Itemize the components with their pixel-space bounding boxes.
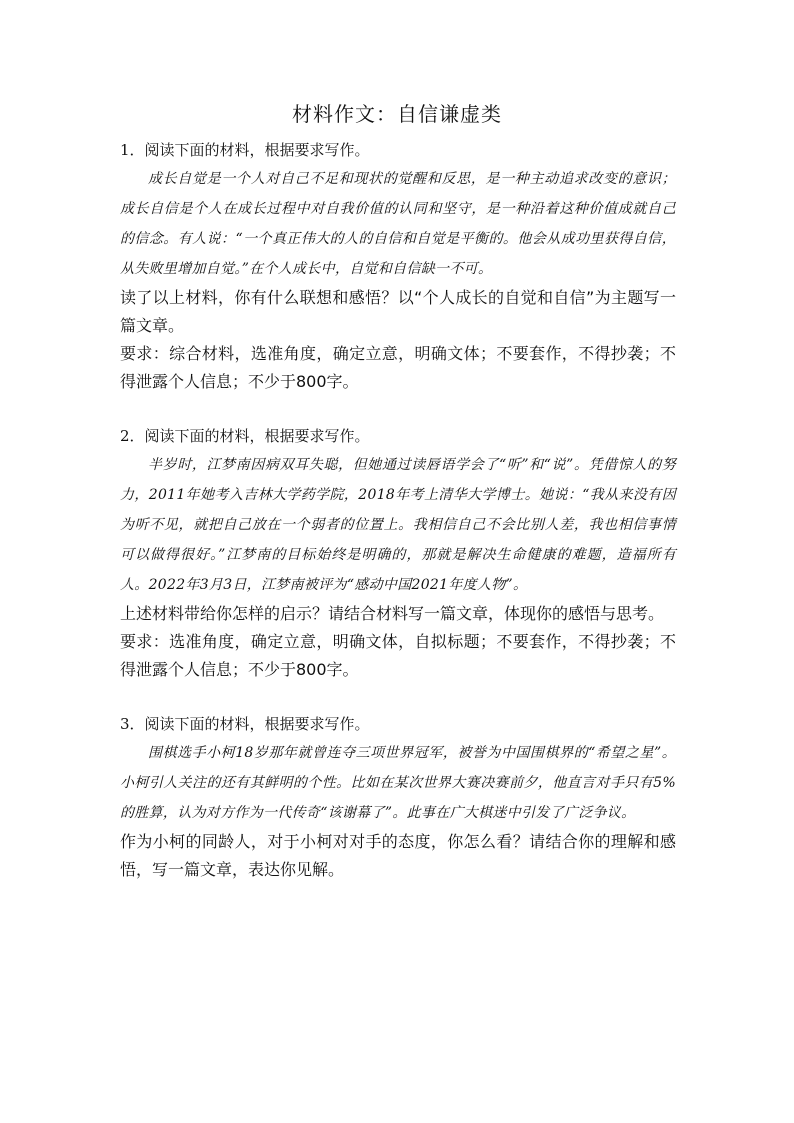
question-prompt: 读了以上材料，你有什么联想和感悟？以“个人成长的自觉和自信”为主题写一篇文章。 — [120, 288, 676, 335]
question-prompt: 上述材料带给你怎样的启示？请结合材料写一篇文章，体现你的感悟与思考。 — [120, 604, 665, 623]
question-heading: 3．阅读下面的材料，根据要求写作。 — [120, 715, 370, 733]
question-heading: 1．阅读下面的材料，根据要求写作。 — [120, 141, 370, 159]
question-material: 半岁时，江梦南因病双耳失聪，但她通过读唇语学会了“听”和“说”。凭借惊人的努力，2011年她考入吉林大学药学院，2018年考上清华大学博士。她说：“我从来没有因为听不见，就把自己放在一个弱者的位置上。我相信自己不会比别人差，我也相信事情可以做得很好。”江梦南的目标始终是明确的，那就是解决生命健康的难题，造福所有人。2022年3月3日，江梦南被评为“感动中国2021年度人物”。 — [120, 457, 676, 593]
question-requirements: 要求：选准角度，确定立意，明确文体，自拟标题；不要套作，不得抄袭；不得泄露个人信息；不少于800字。 — [120, 632, 676, 679]
question-2 — [120, 422, 676, 684]
section-gap — [120, 396, 676, 422]
question-1 — [120, 136, 676, 396]
question-material: 成长自觉是一个人对自己不足和现状的觉醒和反思，是一种主动追求改变的意识；成长自信是个人在成长过程中对自我价值的认同和坚守，是一种沿着这种价值成就自己的信念。有人说：“一个真正伟大的人的自信和自觉是平衡的。他会从成功里获得自信，从失败里增加自觉。”在个人成长中，自觉和自信缺一不可。 — [120, 171, 676, 277]
question-prompt: 作为小柯的同龄人，对于小柯对对手的态度，你怎么看？请结合你的理解和感悟，写一篇文章，表达你见解。 — [120, 832, 676, 879]
question-requirements: 要求：综合材料，选准角度，确定立意，明确文体；不要套作，不得抄袭；不得泄露个人信息；不少于800字。 — [120, 344, 676, 391]
question-heading: 2．阅读下面的材料，根据要求写作。 — [120, 427, 370, 445]
document-body — [120, 136, 676, 884]
page-title: 材料作文：自信谦虚类 — [292, 102, 502, 126]
section-gap — [120, 684, 676, 710]
question-3 — [120, 710, 676, 884]
question-material: 围棋选手小柯18岁那年就曾连夺三项世界冠军，被誉为中国围棋界的“希望之星”。小柯引人关注的还有其鲜明的个性。比如在某次世界大赛决赛前夕，他直言对手只有5%的胜算，认为对方作为一代传奇“该谢幕了”。此事在广大棋迷中引发了广泛争议。 — [120, 745, 676, 821]
